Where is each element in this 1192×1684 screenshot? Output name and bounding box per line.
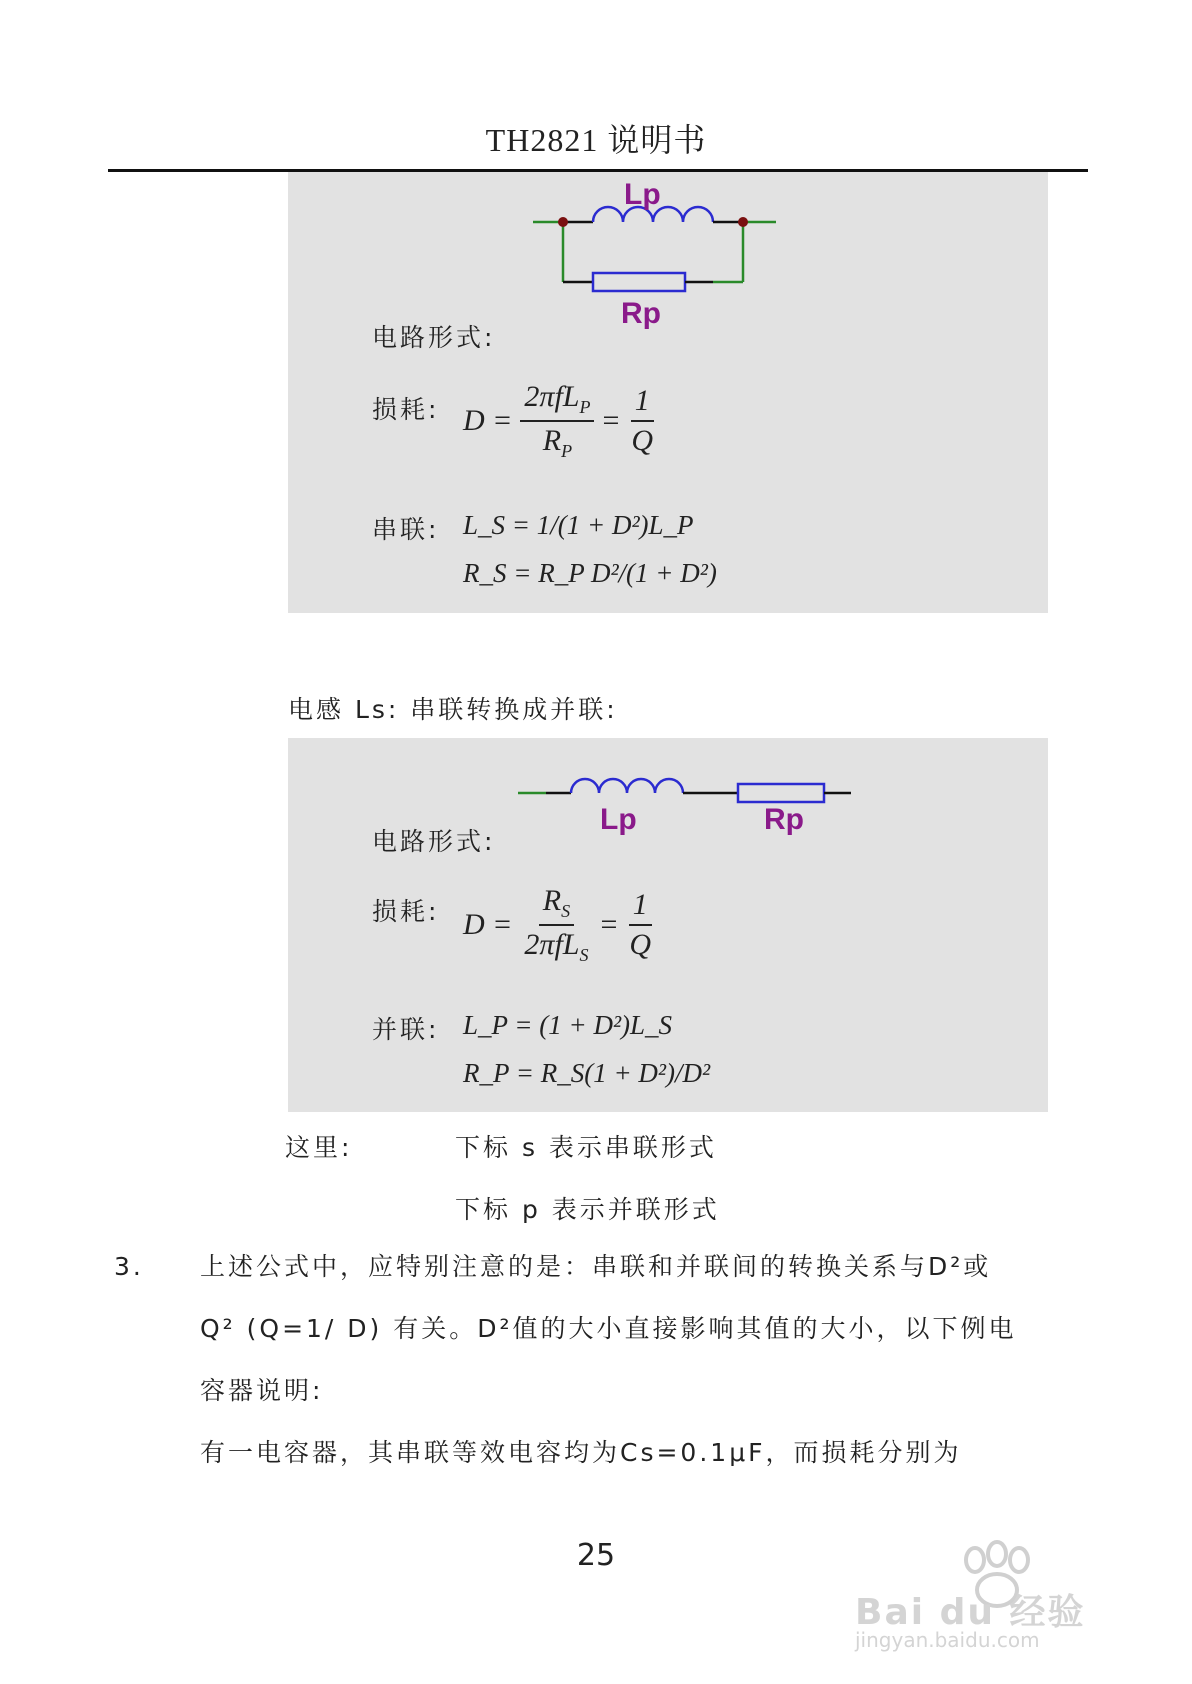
item-3-line-2: Q² (Q=1/ D) 有关。D²值的大小直接影响其值的大小，以下例电 [200,1314,1017,1343]
loss-equation-2: D = $\frac{R_S}{2\pi fL_S}$ = $\frac{1}{Q}$ [463,884,655,966]
circuit-form-label: 电路形式: [372,323,496,352]
item-3-line-1: 上述公式中，应特别注意的是：串联和并联间的转换关系与D²或 [200,1252,992,1281]
series-label: 串联: [372,515,440,544]
loss-label: 损耗: [372,395,440,424]
loss-one-2: 1 [629,888,652,926]
section-title-series-to-parallel: 电感 Ls: 串联转换成并联: [288,695,618,724]
loss-numerator: 2πfL [524,380,580,413]
loss-q: Q [631,424,654,457]
watermark-brand: Bai du 经验 [855,1592,1086,1633]
item-3-line-3: 容器说明: [200,1376,324,1405]
loss-one: 1 [631,384,654,422]
formula-panel-parallel-to-series [288,172,1048,613]
page-number: 25 [576,1538,616,1573]
item-3-number: 3. [114,1252,144,1281]
notes-subscript-p: 下标 p 表示并联形式 [455,1195,720,1224]
circuit-form-label-2: 电路形式: [372,827,496,856]
resistor-rp-symbol [593,273,685,291]
series-formula-rs: R_S = R_P D²/(1 + D²) [463,558,717,588]
watermark-logo [855,1540,1155,1650]
parallel-label: 并联: [372,1015,440,1044]
label-rp: Rp [621,297,661,330]
loss-q-2: Q [629,928,652,961]
inductor-lp-symbol-2 [571,779,683,793]
page-header-title: TH2821 说明书 [485,122,707,158]
resistor-rp-symbol-2 [738,784,824,802]
loss-d: D = [463,404,513,437]
notes-subscript-s: 下标 s 表示串联形式 [455,1133,717,1162]
loss-d-2: D = [463,908,513,941]
loss-numerator-2: R [542,884,562,917]
circuit-node-left [558,217,568,227]
label-lp: Lp [624,178,661,211]
circuit-node-right [738,217,748,227]
parallel-circuit-diagram [288,172,1048,332]
parallel-formula-lp: L_P = (1 + D²)L_S [463,1010,673,1040]
loss-denominator: R [542,424,562,457]
parallel-formula-rp: R_P = R_S(1 + D²)/D² [463,1058,711,1088]
item-3-line-4: 有一电容器，其串联等效电容均为Cs=0.1μF，而损耗分别为 [200,1438,962,1467]
formula-panel-series-to-parallel [288,738,1048,1112]
watermark-url: jingyan.baidu.com [855,1628,1040,1652]
loss-equation: D = $\frac{2\pi fL_P}{R_P}$ = $\frac{1}{Q}$ [463,380,657,462]
loss-label-2: 损耗: [372,897,440,926]
notes-here-label: 这里: [285,1133,353,1162]
loss-denominator-2: 2πfL [524,928,580,961]
label-rp-2: Rp [764,803,804,836]
label-lp-2: Lp [600,803,637,836]
series-formula-ls: L_S = 1/(1 + D²)L_P [463,510,694,540]
